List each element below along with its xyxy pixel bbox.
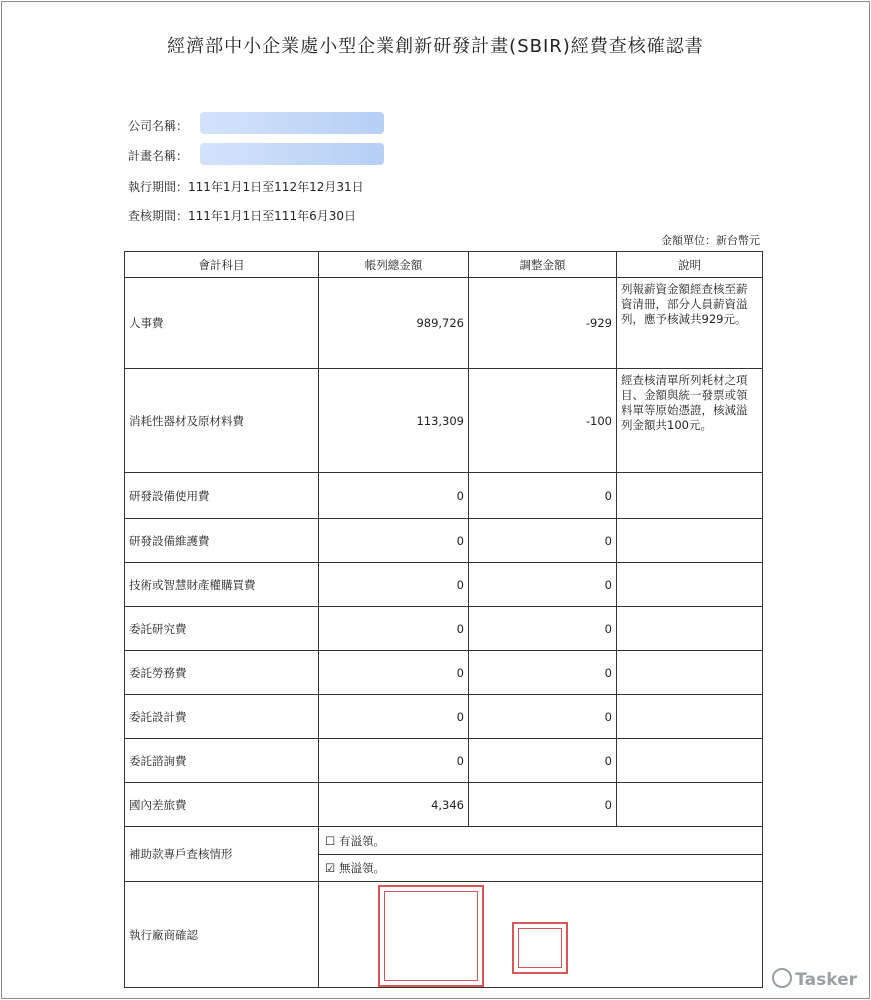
audit-period: 查核期間：111年1月1日至111年6月30日 [128,209,356,223]
account-cell: 消耗性器材及原材料費 [125,369,319,473]
listed-cell: 0 [319,695,469,739]
company-seal-stamp [378,885,484,987]
document-title: 經濟部中小企業處小型企業創新研發計畫(SBIR)經費查核確認書 [167,36,704,57]
listed-cell: 989,726 [319,278,469,369]
note-cell [617,473,763,519]
listed-cell: 4,346 [319,783,469,827]
adjust-cell: 0 [469,563,617,607]
note-cell [617,563,763,607]
account-cell: 人事費 [125,278,319,369]
table-row [125,783,763,827]
account-cell: 研發設備維護費 [125,519,319,563]
subsidy-option-overdrawn[interactable]: ☐ 有溢領。 [325,833,385,848]
account-cell: 技術或智慧財產權購買費 [125,563,319,607]
currency-unit: 金額單位：新台幣元 [661,234,760,247]
note-cell: 經查核清單所列耗材之項目、金額與統一發票或領料單等原始憑證，核減溢列金額共100元。 [617,369,763,473]
listed-cell: 0 [319,651,469,695]
representative-seal-stamp [512,922,568,974]
header-account: 會計科目 [125,252,319,278]
table-row [125,369,763,473]
subsidy-row [125,827,763,882]
subsidy-label: 補助款專戶查核情形 [125,827,319,882]
adjust-cell: 0 [469,739,617,783]
adjust-cell: 0 [469,473,617,519]
table-header-row [125,252,763,278]
table-row [125,739,763,783]
project-name-redacted [200,143,384,165]
adjust-cell: 0 [469,651,617,695]
note-cell [617,739,763,783]
tasker-watermark [772,968,857,990]
table-row [125,651,763,695]
listed-cell: 0 [319,519,469,563]
note-cell [617,695,763,739]
account-cell: 委託勞務費 [125,651,319,695]
account-cell: 研發設備使用費 [125,473,319,519]
table-row [125,519,763,563]
adjust-cell: 0 [469,783,617,827]
listed-cell: 0 [319,607,469,651]
table-row [125,473,763,519]
note-cell: 列報薪資金額經查核至薪資清冊，部分人員薪資溢列，應予核減共929元。 [617,278,763,369]
note-cell [617,651,763,695]
note-cell [617,783,763,827]
table-row [125,607,763,651]
watermark-text: Tasker [795,970,857,990]
adjust-cell: -100 [469,369,617,473]
note-cell [617,607,763,651]
account-cell: 委託諮詢費 [125,739,319,783]
table-row [125,563,763,607]
listed-cell: 0 [319,563,469,607]
listed-cell: 113,309 [319,369,469,473]
exec-period: 執行期間：111年1月1日至112年12月31日 [128,180,364,194]
table-row [125,695,763,739]
subsidy-options [319,827,763,882]
account-cell: 國內差旅費 [125,783,319,827]
adjust-cell: -929 [469,278,617,369]
listed-cell: 0 [319,473,469,519]
account-cell: 委託研究費 [125,607,319,651]
note-cell [617,519,763,563]
adjust-cell: 0 [469,519,617,563]
expense-table [124,251,763,988]
company-name-redacted [200,112,384,134]
account-cell: 委託設計費 [125,695,319,739]
confirm-label: 執行廠商確認 [125,882,319,988]
table-row [125,278,763,369]
header-adjust: 調整金額 [469,252,617,278]
adjust-cell: 0 [469,695,617,739]
tasker-logo-icon [772,968,792,988]
listed-cell: 0 [319,739,469,783]
adjust-cell: 0 [469,607,617,651]
project-label: 計畫名稱： [128,149,189,163]
header-note: 說明 [617,252,763,278]
header-listed: 帳列總金額 [319,252,469,278]
subsidy-option-not-overdrawn[interactable]: ☑ 無溢領。 [319,854,762,881]
company-label: 公司名稱： [128,119,189,133]
